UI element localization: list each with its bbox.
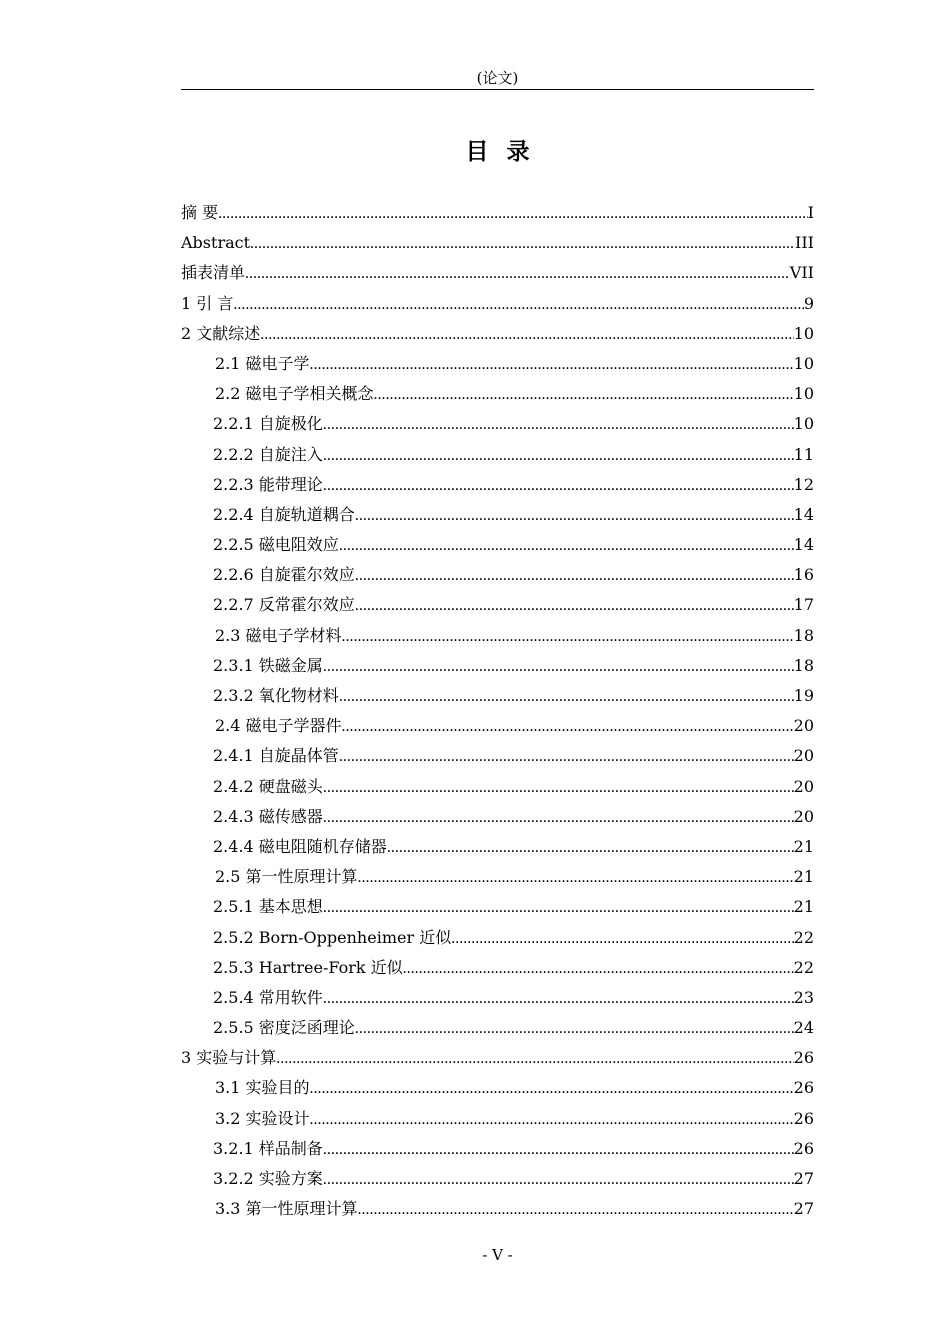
toc-leader-dots xyxy=(339,682,794,712)
toc-entry-page: 22 xyxy=(793,927,814,947)
toc-leader-dots xyxy=(403,954,794,984)
toc-entry-label: 2.5.5 密度泛函理论 xyxy=(213,1018,355,1038)
toc-entry-page: 10 xyxy=(793,414,814,434)
toc-entry-label: 2.4 磁电子学器件 xyxy=(215,716,342,736)
toc-entry-page: 26 xyxy=(793,1078,814,1098)
toc-leader-dots xyxy=(310,350,794,380)
toc-entry[interactable] xyxy=(181,862,814,892)
toc-entry-page: 20 xyxy=(793,806,814,826)
toc-entry[interactable] xyxy=(181,500,814,530)
toc-entry[interactable] xyxy=(181,319,814,349)
toc-entry-label: 2.3 磁电子学材料 xyxy=(215,625,342,645)
toc-entry[interactable] xyxy=(181,1164,814,1194)
toc-entry[interactable] xyxy=(181,198,814,228)
toc-entry-page: 21 xyxy=(793,867,814,887)
toc-entry-page: 22 xyxy=(793,957,814,977)
toc-entry[interactable] xyxy=(181,772,814,802)
toc-leader-dots xyxy=(323,1135,794,1165)
toc-entry-label: 2.2.2 自旋注入 xyxy=(213,444,323,464)
toc-entry-label: 插表清单 xyxy=(181,263,246,283)
page-title: 目录 xyxy=(465,139,548,165)
toc-entry[interactable] xyxy=(181,289,814,319)
toc-leader-dots xyxy=(355,561,794,591)
toc-leader-dots xyxy=(358,863,794,893)
toc-entry-label: 2.5.1 基本思想 xyxy=(213,897,323,917)
toc-entry-label: 3.2.2 实验方案 xyxy=(213,1169,323,1188)
toc-entry[interactable] xyxy=(181,530,814,560)
toc-entry[interactable] xyxy=(181,470,814,500)
toc-entry-label: 2.2.1 自旋极化 xyxy=(213,414,323,434)
toc-entry-label: 2.2.3 能带理论 xyxy=(213,474,323,494)
toc-entry[interactable] xyxy=(181,409,814,439)
toc-leader-dots xyxy=(323,652,794,682)
toc-entry-label: 2.2.5 磁电阻效应 xyxy=(213,535,339,555)
toc-entry-label: 3.2.1 样品制备 xyxy=(213,1138,323,1158)
toc-entry-page: 11 xyxy=(793,444,814,464)
toc-entry-page: 10 xyxy=(793,384,814,404)
toc-entry-page: III xyxy=(795,233,814,253)
toc-leader-dots xyxy=(387,833,794,863)
toc-leader-dots xyxy=(374,380,794,410)
toc-leader-dots xyxy=(323,441,794,471)
toc-entry-label: 2.3.1 铁磁金属 xyxy=(213,655,323,675)
toc-entry-page: 20 xyxy=(793,776,814,796)
toc-leader-dots xyxy=(355,501,794,531)
toc-entry-page: 16 xyxy=(793,565,814,585)
toc-entry[interactable] xyxy=(181,681,814,711)
toc-leader-dots xyxy=(323,471,794,501)
toc-entry[interactable] xyxy=(181,802,814,832)
toc-entry-page: 26 xyxy=(793,1138,814,1158)
toc-entry-label: 2.4.4 磁电阻随机存储器 xyxy=(213,836,387,856)
toc-entry-page: 20 xyxy=(793,746,814,766)
toc-entry-label: 2.5.3 Hartree-Fork 近似 xyxy=(213,957,403,977)
toc-entry[interactable] xyxy=(181,832,814,862)
toc-entry-label: 2.4.1 自旋晶体管 xyxy=(213,746,339,766)
toc-entry-label: Abstract xyxy=(181,233,251,253)
toc-entry-page: 10 xyxy=(793,353,814,373)
toc-entry-label: 2.2.4 自旋轨道耦合 xyxy=(213,504,355,524)
toc-entry-page: 18 xyxy=(793,655,814,675)
toc-leader-dots xyxy=(250,229,795,259)
toc-entry-label: 2.3.2 氧化物材料 xyxy=(213,686,339,705)
toc-leader-dots xyxy=(451,924,793,954)
toc-entry-label: 3.3 第一性原理计算 xyxy=(215,1199,358,1219)
toc-entry-page: 26 xyxy=(793,1048,814,1068)
toc-leader-dots xyxy=(339,742,794,772)
toc-entry[interactable] xyxy=(181,892,814,922)
toc-entry-page: VII xyxy=(789,263,814,283)
toc-entry[interactable] xyxy=(181,1013,814,1043)
toc-entry[interactable] xyxy=(181,228,814,258)
toc-entry[interactable] xyxy=(181,258,814,288)
toc-entry-page: 21 xyxy=(793,897,814,917)
toc-entry[interactable] xyxy=(181,1194,814,1224)
toc-leader-dots xyxy=(323,773,794,803)
toc-leader-dots xyxy=(355,591,794,621)
toc-entry[interactable] xyxy=(181,621,814,651)
toc-entry-page: 27 xyxy=(793,1199,814,1219)
toc-leader-dots xyxy=(342,622,794,652)
toc-entry[interactable] xyxy=(181,1043,814,1073)
toc-entry[interactable] xyxy=(181,590,814,620)
toc-leader-dots xyxy=(310,1105,794,1135)
toc-entry-page: 14 xyxy=(793,535,814,555)
toc-entry-page: 21 xyxy=(793,836,814,856)
toc-entry[interactable] xyxy=(181,983,814,1013)
toc-entry-label: 2.2.7 反常霍尔效应 xyxy=(213,595,355,615)
toc-entry-label: 3 实验与计算 xyxy=(181,1048,277,1068)
toc-entry-label: 摘 要 xyxy=(181,203,219,222)
toc-entry-page: 19 xyxy=(793,686,814,705)
toc-entry-page: 18 xyxy=(793,625,814,645)
toc-entry[interactable] xyxy=(181,651,814,681)
toc-entry[interactable] xyxy=(181,349,814,379)
toc-entry[interactable] xyxy=(181,560,814,590)
toc-leader-dots xyxy=(358,1195,794,1225)
header-rule xyxy=(181,89,814,90)
toc-entry-label: 2.5 第一性原理计算 xyxy=(215,867,358,887)
toc-entry[interactable] xyxy=(181,923,814,953)
toc-leader-dots xyxy=(276,1044,793,1074)
toc-leader-dots xyxy=(310,1074,794,1104)
toc-entry-page: I xyxy=(807,203,814,222)
toc-leader-dots xyxy=(342,712,794,742)
toc-entry[interactable] xyxy=(181,1134,814,1164)
toc-leader-dots xyxy=(323,410,794,440)
toc-leader-dots xyxy=(323,984,794,1014)
toc-entry-page: 27 xyxy=(793,1169,814,1188)
toc-leader-dots xyxy=(355,1014,794,1044)
toc-entry-page: 26 xyxy=(793,1108,814,1128)
toc-entry-label: 2.4.2 硬盘磁头 xyxy=(213,776,323,796)
toc-leader-dots xyxy=(260,320,793,350)
toc-leader-dots xyxy=(323,1165,794,1195)
toc-entry-label: 2.1 磁电子学 xyxy=(215,353,310,373)
toc-entry-label: 2 文献综述 xyxy=(181,323,261,343)
toc-entry-label: 2.2.6 自旋霍尔效应 xyxy=(213,565,355,585)
toc-entry-label: 2.4.3 磁传感器 xyxy=(213,806,323,826)
toc-entry[interactable] xyxy=(181,711,814,741)
table-of-contents xyxy=(181,198,814,1224)
toc-entry-page: 9 xyxy=(803,293,814,313)
toc-leader-dots xyxy=(323,893,794,923)
toc-leader-dots xyxy=(218,199,808,229)
toc-entry[interactable] xyxy=(181,741,814,771)
toc-entry-page: 10 xyxy=(793,323,814,343)
toc-entry-page: 23 xyxy=(793,987,814,1007)
toc-leader-dots xyxy=(245,259,790,289)
toc-entry-label: 3.2 实验设计 xyxy=(215,1108,310,1128)
toc-entry[interactable] xyxy=(181,953,814,983)
toc-entry[interactable] xyxy=(181,1073,814,1103)
toc-entry-page: 12 xyxy=(793,474,814,494)
toc-entry-label: 2.5.2 Born-Oppenheimer 近似 xyxy=(213,927,452,947)
toc-entry-page: 20 xyxy=(793,716,814,736)
toc-entry-page: 17 xyxy=(793,595,814,615)
toc-leader-dots xyxy=(233,290,803,320)
toc-entry-label: 2.5.4 常用软件 xyxy=(213,987,323,1007)
toc-leader-dots xyxy=(323,803,794,833)
toc-entry-label: 2.2 磁电子学相关概念 xyxy=(215,384,374,404)
toc-entry-label: 3.1 实验目的 xyxy=(215,1078,310,1098)
toc-entry[interactable] xyxy=(181,1104,814,1134)
toc-entry-label: 1 引 言 xyxy=(181,293,234,313)
toc-leader-dots xyxy=(339,531,794,561)
toc-entry[interactable] xyxy=(181,379,814,409)
toc-entry[interactable] xyxy=(181,440,814,470)
page-footer-number: - V - xyxy=(482,1246,513,1264)
toc-entry-page: 24 xyxy=(793,1018,814,1038)
toc-entry-page: 14 xyxy=(793,504,814,524)
page-header: (论文) xyxy=(476,69,519,87)
